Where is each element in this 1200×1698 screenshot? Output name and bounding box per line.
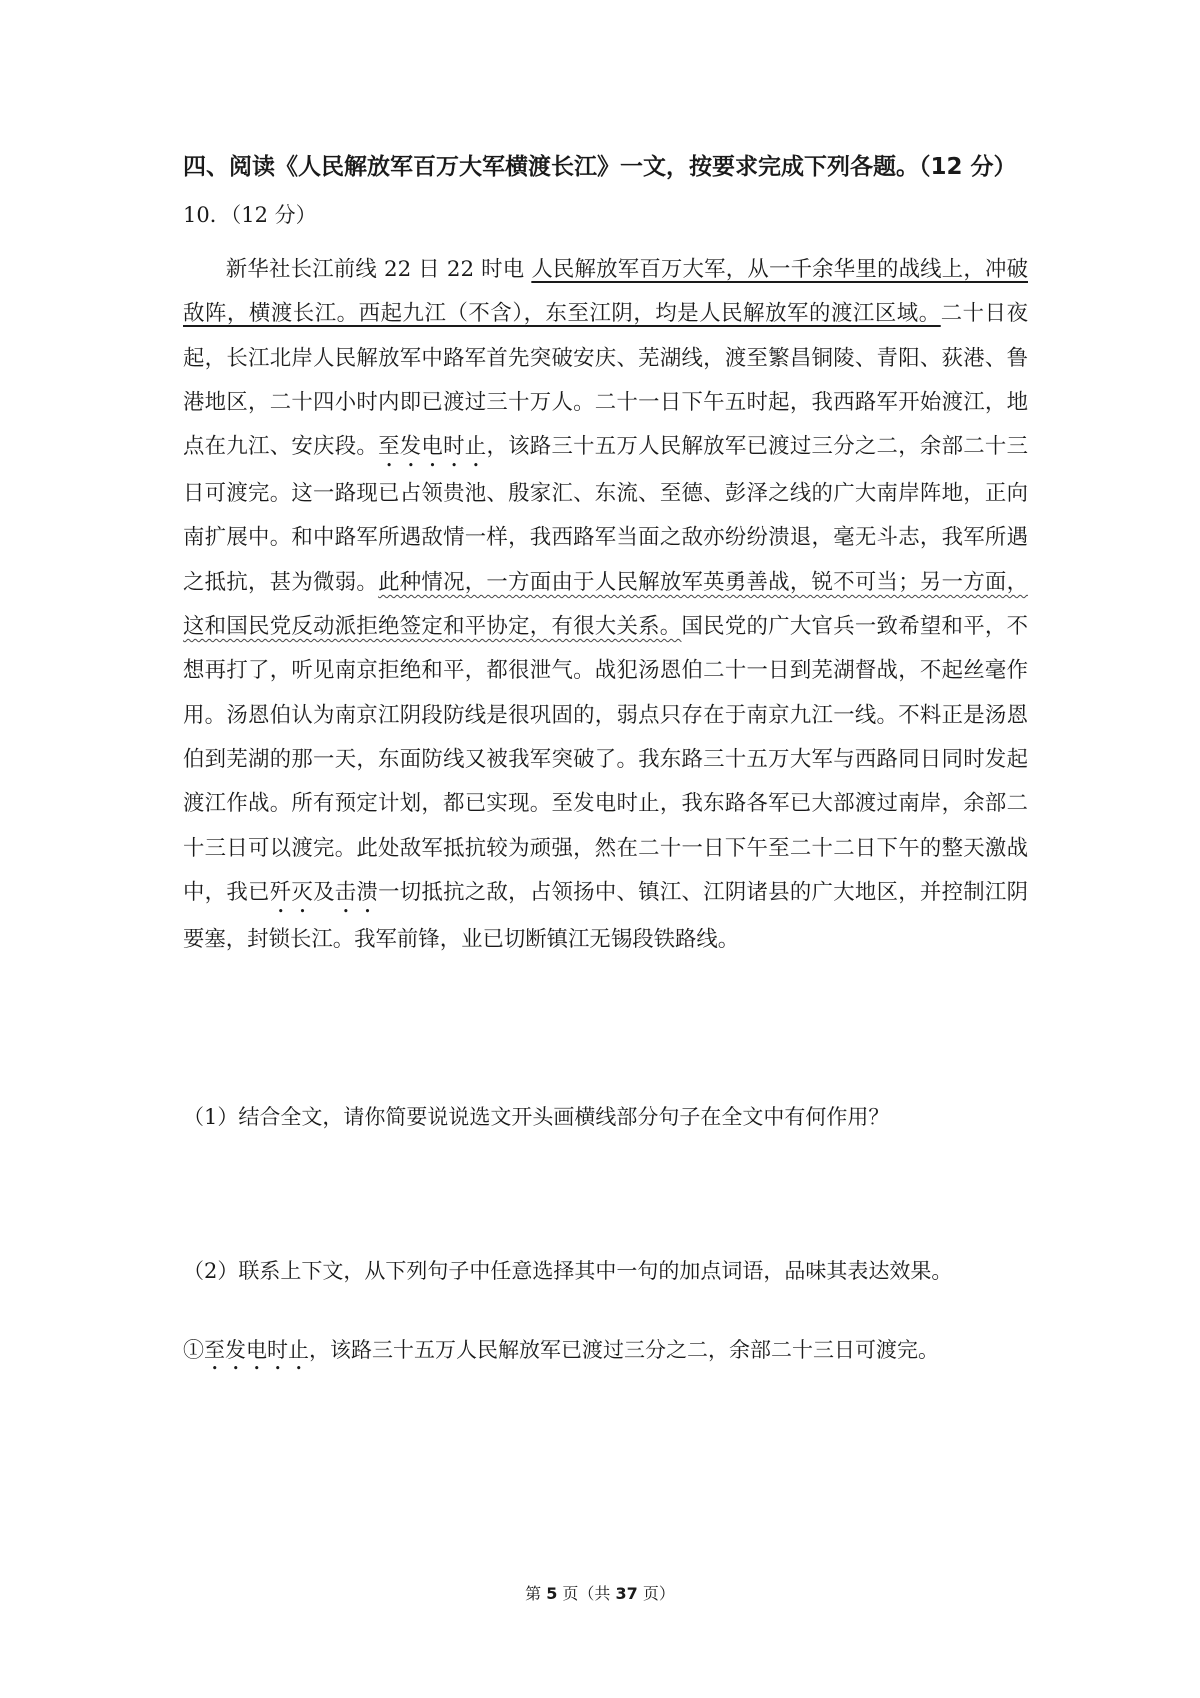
dateline: 新华社长江前线 22 日 22 时电 (225, 257, 532, 282)
sub-question-1: （1）结合全文，请你简要说说选文开头画横线部分句子在全文中有何作用？ (183, 1105, 890, 1129)
passage-text: 一切抵抗之敌，占领扬中、镇江、江阴诸县的广大地区，并控制江阴要塞，封锁长江。我军前锋，业已切断镇江无锡段铁路线。 (183, 879, 1028, 952)
dotted-word: 击溃 (334, 879, 379, 905)
circled-number-marker: ① (183, 1338, 204, 1362)
footer-suffix: 页） (637, 1584, 675, 1603)
current-page-number: 5 (546, 1584, 558, 1603)
option-sentence-1 (183, 1330, 1043, 1375)
section-title: 四、阅读《人民解放军百万大军横渡长江》一文，按要求完成下列各题。（12 分） (183, 154, 1017, 180)
passage-text: 及 (313, 879, 335, 905)
footer-middle: 页（共 (557, 1584, 616, 1603)
sentence-text: ，该路三十五万人民解放军已渡过三分之二，余部二十三日可渡完。 (309, 1338, 939, 1362)
reading-passage (183, 248, 1028, 962)
dotted-phrase: 至发电时止 (204, 1338, 309, 1362)
question-number: 10．（12 分） (183, 203, 317, 227)
passage-text: ，该路三十五万人民解放军已渡过三分之二，余部二十三日可渡完。这一路现已占领贵池、殷家汇、东流、至德、彭泽之线的广大南岸阵地，正向南扩展中。和中路军所遇敌情一样，我西路军当面之敌亦纷纷溃退，毫无斗志，我军所遇之抵抗，甚为微弱。 (183, 434, 1028, 595)
passage-text: 二十日夜起，长江北岸人民解放军中路军首先突破安庆、芜湖线，渡至繁昌铜陵、青阳、荻港、鲁港地区，二十四小时内即已渡过三十万人。二十一日下午五时起，我西路军开始渡江，地点在九江、安庆段。 (183, 301, 1028, 460)
dotted-phrase: 至发电时止 (378, 434, 487, 460)
footer-prefix: 第 (525, 1584, 547, 1603)
passage-text: 国民党的广大官兵一致希望和平，不想再打了，听见南京拒绝和平，都很泄气。战犯汤恩伯二十一日到芜湖督战，不起丝毫作用。汤恩伯认为南京江阴段防线是很巩固的，弱点只存在于南京九江一线。不料正是汤恩伯到芜湖的那一天，东面防线又被我军突破了。我东路三十五万大军与西路同日同时发起渡江作战。所有预定计划，都已实现。至发电时止，我东路各军已大部渡过南岸，余部二十三日可以渡完。此处敌军抵抗较为顽强，然在二十一日下午至二十二日下午的整天激战中，我已 (183, 614, 1028, 905)
sub-question-2: （2）联系上下文，从下列句子中任意选择其中一句的加点词语，品味其表达效果。 (183, 1259, 953, 1283)
wavy-underlined-sentence: 此种情况，一方面由于人民解放军英勇善战，锐不可当；另一方面，这和国民党反动派拒绝签定和平协定，有很大关系。 (183, 569, 1028, 640)
total-pages: 37 (615, 1584, 638, 1603)
page-footer (0, 1584, 1200, 1604)
underlined-opening-sentence: 人民解放军百万大军，从一千余华里的战线上，冲破敌阵，横渡长江。西起九江（不含），东至江阴，均是人民解放军的渡江区域。 (183, 257, 1028, 327)
dotted-word: 歼灭 (269, 879, 314, 905)
